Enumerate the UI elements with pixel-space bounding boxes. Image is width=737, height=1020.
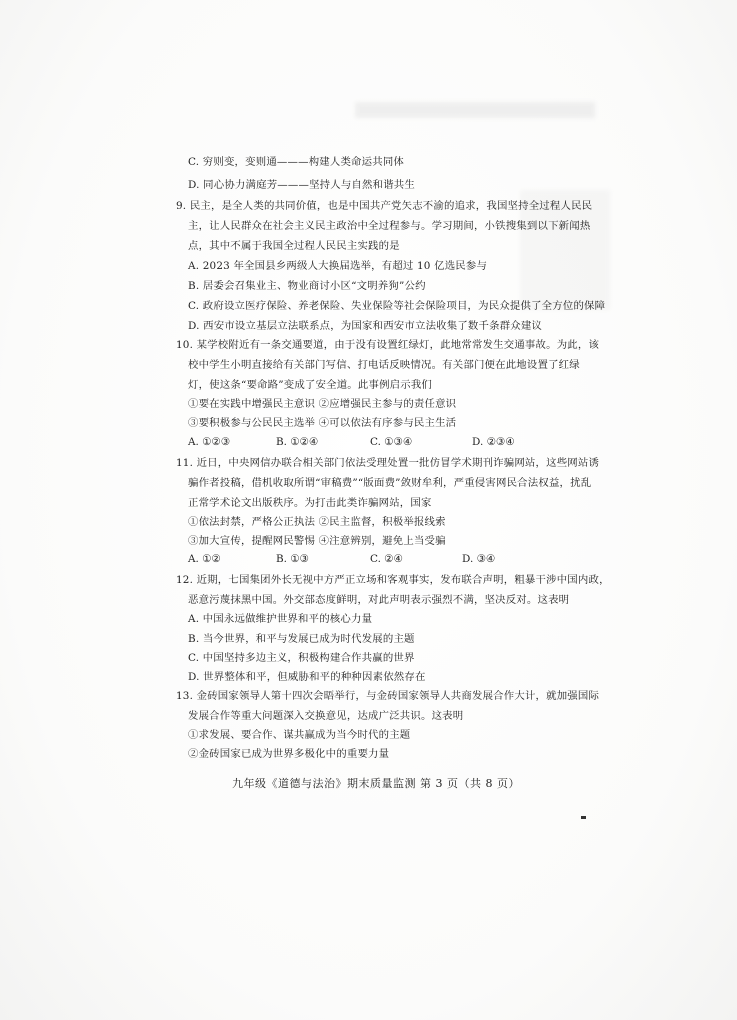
q10-choice-b: B. ①②④ xyxy=(276,436,319,448)
q9-stem-line-2: 主，让人民群众在社会主义民主政治中全过程参与。学习期间，小铁搜集到以下新闻热 xyxy=(188,220,591,232)
q10-choice-d: D. ②③④ xyxy=(472,436,515,448)
q10-choice-c: C. ①③④ xyxy=(370,436,413,448)
q11-choice-b: B. ①③ xyxy=(276,553,309,565)
q11-choice-a: A. ①② xyxy=(188,553,221,565)
q11-stem-line-2: 骗作者投稿，借机收取所谓“审稿费”“版面费”敛财牟利，严重侵害网民合法权益，扰乱 xyxy=(188,477,592,489)
scan-speck xyxy=(581,816,586,819)
q11-item-line-2: ③加大宣传，提醒网民警惕 ④注意辨别，避免上当受骗 xyxy=(188,535,446,547)
q10-stem-line-3: 灯，使这条“要命路”变成了安全道。此事例启示我们 xyxy=(188,379,433,391)
q13-stem-line-1: 13. 金砖国家领导人第十四次会晤举行，与金砖国家领导人共商发展合作大计，就加强国际 xyxy=(176,690,600,702)
q11-choice-c: C. ②④ xyxy=(370,553,403,565)
q10-stem-line-1: 10. 某学校附近有一条交通要道，由于没有设置红绿灯，此地常常发生交通事故。为此，该 xyxy=(176,339,600,351)
q10-item-line-1: ①要在实践中增强民主意识 ②应增强民主参与的责任意识 xyxy=(188,398,457,410)
q9-option-a: A. 2023 年全国县乡两级人大换届选举，有超过 10 亿选民参与 xyxy=(188,260,488,272)
q12-stem-line-1: 12. 近期，七国集团外长无视中方严正立场和客观事实，发布联合声明，粗暴干涉中国内政， xyxy=(176,574,610,586)
q12-stem-line-2: 恶意污蔑抹黑中国。外交部态度鲜明，对此声明表示强烈不满，坚决反对。这表明 xyxy=(188,594,570,606)
q11-stem-line-3: 正常学术论文出版秩序。为打击此类诈骗网站，国家 xyxy=(188,497,432,509)
q9-option-b: B. 居委会召集业主、物业商讨小区“文明养狗”公约 xyxy=(188,280,426,292)
q10-item-line-2: ③要积极参与公民民主选举 ④可以依法有序参与民主生活 xyxy=(188,417,457,429)
q9-stem-line-1: 9. 民主，是全人类的共同价值，也是中国共产党矢志不渝的追求，我国坚持全过程人民民 xyxy=(176,200,593,212)
q8-option-d: D. 同心协力满庭芳———坚持人与自然和谐共生 xyxy=(188,179,415,191)
q13-item-line-1: ①求发展、要合作、谋共赢成为当今时代的主题 xyxy=(188,729,411,741)
q12-option-d: D. 世界整体和平，但威胁和平的种种因素依然存在 xyxy=(188,671,426,683)
q10-choice-a: A. ①②③ xyxy=(188,436,231,448)
scan-bleed-shadow xyxy=(355,102,595,118)
q9-stem-line-3: 点，其中不属于我国全过程人民民主实践的是 xyxy=(188,240,400,252)
q12-option-a: A. 中国永远做维护世界和平的核心力量 xyxy=(188,613,373,625)
q13-item-line-2: ②金砖国家已成为世界多极化中的重要力量 xyxy=(188,748,390,760)
q9-option-c: C. 政府设立医疗保险、养老保险、失业保险等社会保险项目，为民众提供了全方位的保障 xyxy=(188,300,606,312)
q10-stem-line-2: 校中学生小明直接给有关部门写信、打电话反映情况。有关部门便在此地设置了红绿 xyxy=(188,359,580,371)
q11-item-line-1: ①依法封禁，严格公正执法 ②民主监督，积极举报线索 xyxy=(188,516,446,528)
page-footer: 九年级《道德与法治》期末质量监测 第 3 页（共 8 页） xyxy=(232,777,520,790)
q11-stem-line-1: 11. 近日，中央网信办联合相关部门依法受理处置一批仿冒学术期刊诈骗网站，这些网站诱 xyxy=(176,457,600,469)
q8-option-c: C. 穷则变，变则通———构建人类命运共同体 xyxy=(188,156,405,168)
q13-stem-line-2: 发展合作等重大问题深入交换意见，达成广泛共识。这表明 xyxy=(188,710,464,722)
q11-choice-d: D. ③④ xyxy=(462,553,496,565)
q12-option-c: C. 中国坚持多边主义，积极构建合作共赢的世界 xyxy=(188,652,415,664)
q9-option-d: D. 西安市设立基层立法联系点，为国家和西安市立法收集了数千条群众建议 xyxy=(188,320,543,332)
q12-option-b: B. 当今世界，和平与发展已成为时代发展的主题 xyxy=(188,633,415,645)
